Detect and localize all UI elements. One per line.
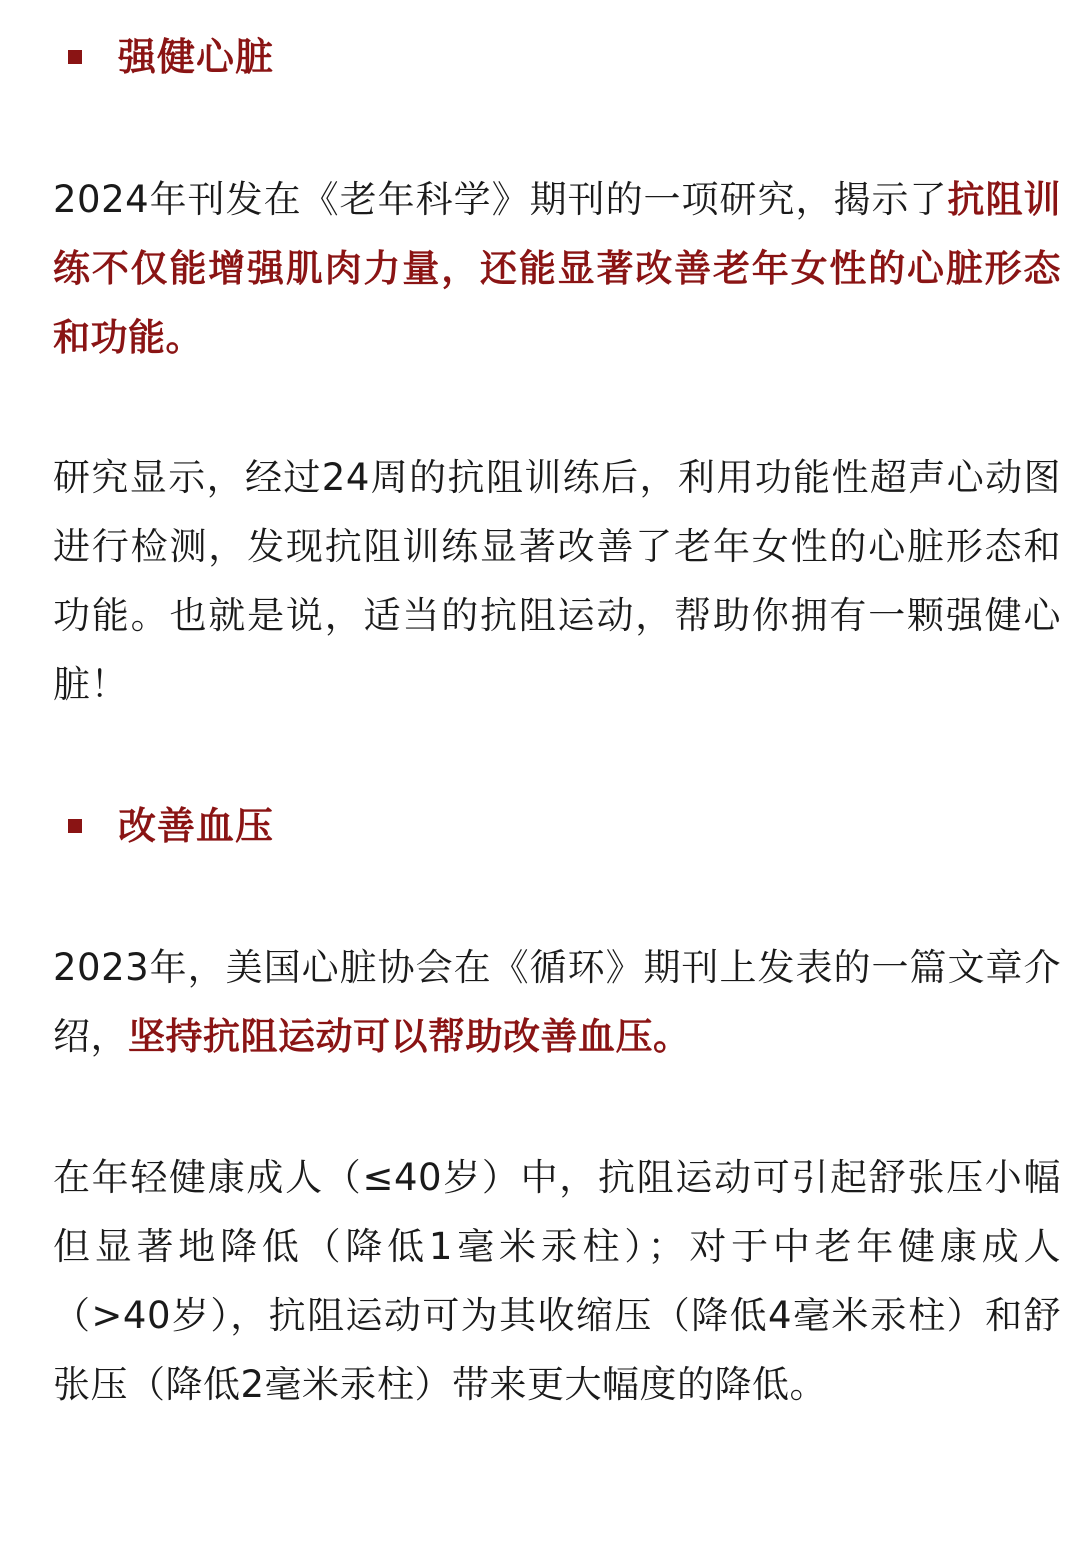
section-heading-text: 强健心脏 (118, 35, 275, 79)
highlighted-text: 抗阻训练不仅能增强肌肉力量，还能显著改善老年女性的心脏形态和功能。 (53, 178, 1062, 359)
square-bullet-icon (68, 50, 82, 64)
square-bullet-icon (68, 819, 82, 833)
section-heading-text: 改善血压 (118, 804, 275, 848)
section-heading-blood-pressure (53, 797, 274, 855)
paragraph-study-results: 研究显示，经过24周的抗阻训练后，利用功能性超声心动图进行检测，发现抗阻训练显著改善了老年女性的心脏形态和功能。也就是说，适当的抗阻运动，帮助你拥有一颗强健心脏！ (53, 456, 1061, 706)
paragraph-text: 2023年，美国心脏协会在《循环》期刊上发表的一篇文章介绍， (53, 946, 1061, 1058)
highlighted-text: 坚持抗阻运动可以帮助改善血压。 (128, 1015, 691, 1058)
paragraph-aha-article (53, 933, 1061, 1071)
paragraph-bp-details: 在年轻健康成人（≤40岁）中，抗阻运动可引起舒张压小幅但显著地降低（降低1毫米汞柱）；对于中老年健康成人（>40岁），抗阻运动可为其收缩压（降低4毫米汞柱）和舒张压（降低2毫米汞柱）带来更大幅度的降低。 (53, 1156, 1061, 1406)
section-heading-strong-heart (53, 28, 274, 86)
paragraph-text: 2024年刊发在《老年科学》期刊的一项研究，揭示了 (53, 178, 948, 221)
paragraph-study-intro (53, 165, 1061, 372)
